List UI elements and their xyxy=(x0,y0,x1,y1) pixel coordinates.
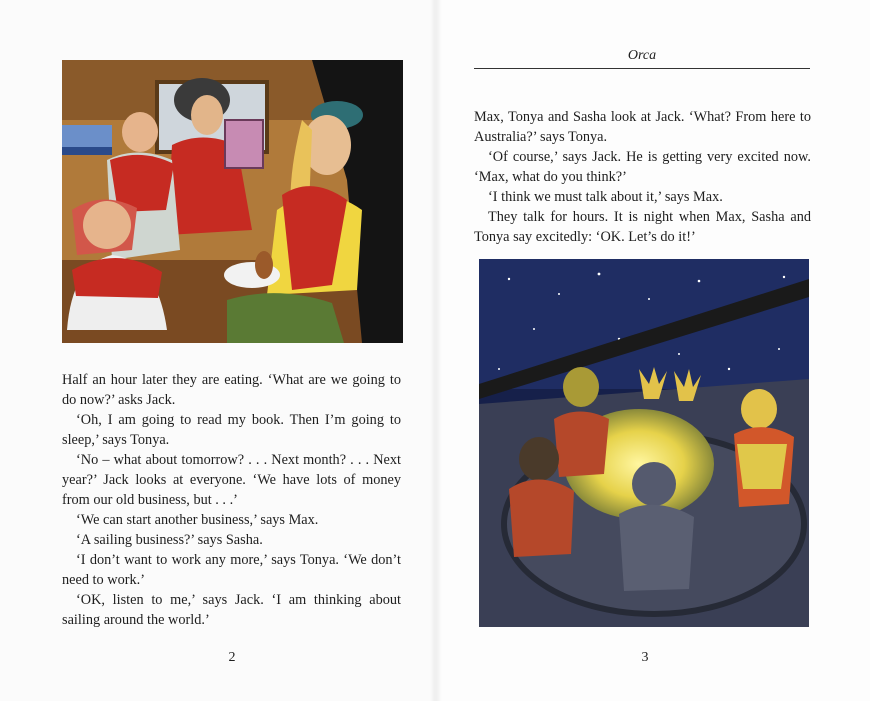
paragraph: They talk for hours. It is night when Max, Sasha and Tonya say excitedly: ‘OK. Let’s do it!’ xyxy=(474,209,811,245)
header-rule xyxy=(474,68,810,69)
page-number-left: 2 xyxy=(228,650,236,665)
right-page-text xyxy=(474,107,811,247)
paragraph: ‘We can start another business,’ says Max. xyxy=(76,512,319,528)
paragraph: ‘No – what about tomorrow? . . . Next month? . . . Next year?’ Jack looks at everyone. ‘We have lots of money from our old business, but . . .’ xyxy=(62,452,401,508)
night-boat-illustration xyxy=(479,259,809,627)
book-gutter xyxy=(430,0,442,701)
paragraph: ‘OK, listen to me,’ says Jack. ‘I am thinking about sailing around the world.’ xyxy=(62,592,401,628)
paragraph: Half an hour later they are eating. ‘What are we going to do now?’ asks Jack. xyxy=(62,372,401,408)
paragraph: Max, Tonya and Sasha look at Jack. ‘What? From here to Australia?’ says Tonya. xyxy=(474,109,811,145)
paragraph: ‘I think we must talk about it,’ says Max. xyxy=(488,189,723,205)
paragraph: ‘A sailing business?’ says Sasha. xyxy=(76,532,263,548)
paragraph: ‘Of course,’ says Jack. He is getting very excited now. ‘Max, what do you think?’ xyxy=(474,149,811,185)
paragraph: ‘Oh, I am going to read my book. Then I’m going to sleep,’ says Tonya. xyxy=(62,412,401,448)
cabin-meal-illustration xyxy=(62,60,403,343)
left-page-text xyxy=(62,370,401,630)
running-head: Orca xyxy=(627,48,657,63)
page-number-right: 3 xyxy=(641,650,649,665)
paragraph: ‘I don’t want to work any more,’ says Tonya. ‘We don’t need to work.’ xyxy=(62,552,401,588)
